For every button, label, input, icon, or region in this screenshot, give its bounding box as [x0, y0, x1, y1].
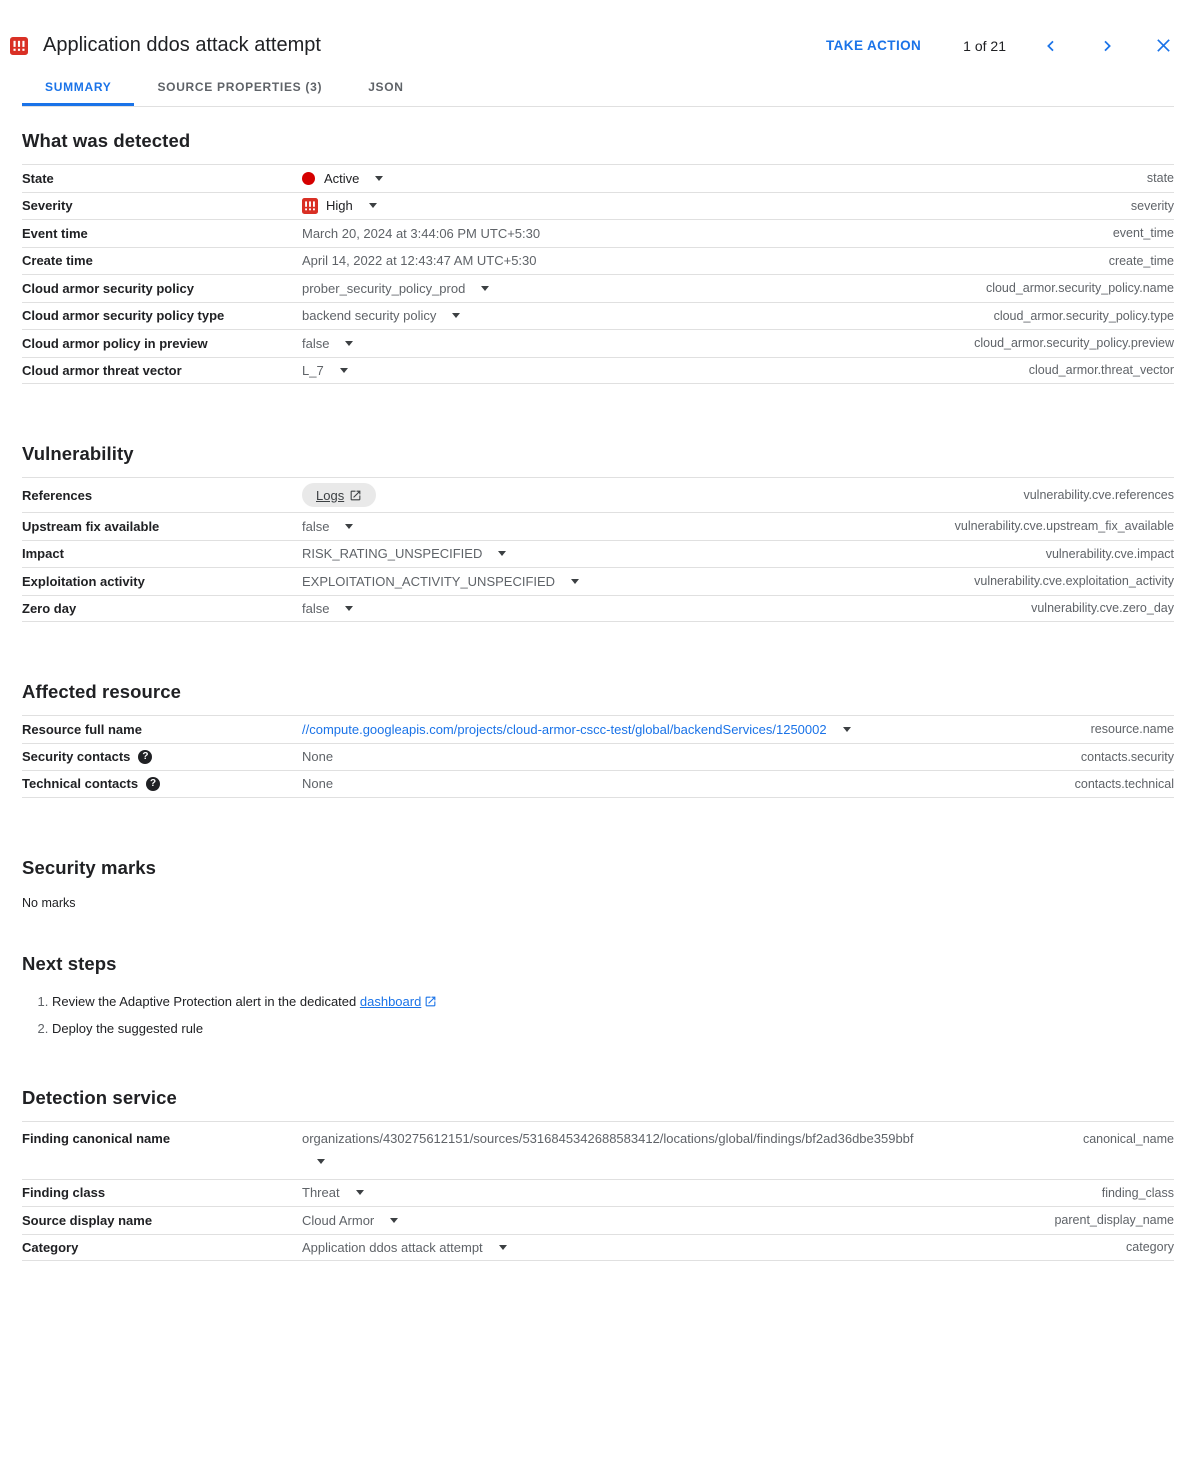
zero-day-dropdown[interactable]: false [302, 601, 353, 616]
chevron-right-icon [1099, 38, 1115, 54]
field-name: event_time [1112, 226, 1174, 241]
pagination-count: 1 of 21 [963, 37, 1006, 54]
help-icon[interactable]: ? [138, 750, 152, 764]
table-row-create-time [22, 247, 1174, 275]
table-row-zero-day [22, 595, 1174, 623]
chevron-down-icon [345, 606, 353, 611]
table-row-severity [22, 192, 1174, 220]
section-vulnerability [22, 443, 1174, 622]
row-label: Cloud armor policy in preview [22, 335, 208, 351]
chevron-down-icon [356, 1190, 364, 1195]
source-display-name-dropdown[interactable]: Cloud Armor [302, 1213, 398, 1228]
impact-dropdown[interactable]: RISK_RATING_UNSPECIFIED [302, 546, 506, 561]
chevron-down-icon [498, 551, 506, 556]
field-name: contacts.security [1080, 749, 1174, 764]
section-title: What was detected [22, 130, 191, 151]
table-row-source-display-name [22, 1206, 1174, 1234]
severity-high-icon [302, 198, 318, 214]
table-row-event-time [22, 219, 1174, 247]
exploitation-activity-dropdown[interactable]: EXPLOITATION_ACTIVITY_UNSPECIFIED [302, 574, 579, 589]
next-step-item: 1. Review the Adaptive Protection alert in the dedicated dashboard [52, 994, 1174, 1010]
row-label: Zero day [22, 600, 77, 616]
field-name: parent_display_name [1054, 1213, 1174, 1228]
field-name: resource.name [1090, 722, 1174, 737]
table-row-policy-preview [22, 329, 1174, 357]
active-state-icon [302, 172, 315, 185]
help-icon[interactable]: ? [146, 777, 160, 791]
next-step-item: 2. Deploy the suggested rule [52, 1021, 1174, 1037]
field-name: create_time [1108, 253, 1174, 268]
upstream-fix-dropdown[interactable]: false [302, 519, 353, 534]
chevron-down-icon [340, 368, 348, 373]
previous-finding-button[interactable] [1040, 35, 1062, 57]
take-action-button[interactable]: TAKE ACTION [826, 38, 922, 53]
row-label: Cloud armor security policy [22, 280, 194, 296]
section-title: Detection service [22, 1086, 177, 1108]
table-row-security-contacts [22, 743, 1174, 771]
row-label: Technical contacts ? [22, 776, 302, 791]
close-icon [1155, 37, 1172, 54]
chevron-down-icon [452, 313, 460, 318]
category-dropdown[interactable]: Application ddos attack attempt [302, 1240, 507, 1255]
section-title: Security marks [22, 856, 157, 878]
table-row-threat-vector [22, 357, 1174, 385]
policy-preview-dropdown[interactable]: false [302, 336, 353, 351]
row-label: Resource full name [22, 721, 142, 737]
security-policy-dropdown[interactable]: prober_security_policy_prod [302, 281, 489, 296]
row-label: Impact [22, 546, 64, 562]
chevron-down-icon [369, 203, 377, 208]
field-name: canonical_name [1082, 1131, 1174, 1146]
event-time-value: March 20, 2024 at 3:44:06 PM UTC+5:30 [302, 225, 541, 241]
row-label: Severity [22, 198, 73, 214]
tab-json[interactable]: JSON [368, 80, 404, 94]
section-detection-service [22, 1087, 1174, 1262]
field-name: vulnerability.cve.zero_day [1031, 601, 1174, 616]
table-row-resource-full-name [22, 715, 1174, 743]
chevron-down-icon [345, 341, 353, 346]
table-row-upstream-fix [22, 512, 1174, 540]
section-title: Next steps [22, 952, 117, 974]
table-row-impact [22, 540, 1174, 568]
field-name: vulnerability.cve.impact [1045, 546, 1174, 561]
threat-vector-dropdown[interactable]: L_7 [302, 363, 348, 378]
row-label: Finding class [22, 1185, 106, 1201]
chevron-down-icon [499, 1245, 507, 1250]
table-row-category [22, 1234, 1174, 1262]
row-label: Security contacts ? [22, 749, 302, 764]
table-row-exploitation-activity [22, 567, 1174, 595]
field-name: cloud_armor.security_policy.preview [974, 336, 1174, 351]
resource-name-dropdown[interactable] [302, 722, 851, 737]
security-policy-type-dropdown[interactable]: backend security policy [302, 308, 460, 323]
table-row-finding-class [22, 1179, 1174, 1207]
row-label: Category [22, 1239, 79, 1255]
technical-contacts-value: None [302, 776, 334, 792]
page-title: Application ddos attack attempt [43, 34, 321, 56]
section-title: Vulnerability [22, 443, 134, 464]
field-name: state [1146, 171, 1174, 186]
severity-dropdown[interactable]: High [302, 198, 377, 214]
finding-class-dropdown[interactable]: Threat [302, 1185, 364, 1200]
resource-link[interactable]: //compute.googleapis.com/projects/cloud-armor-cscc-test/global/backendServices/1250002 [302, 721, 827, 737]
table-row-references [22, 477, 1174, 512]
table-row-security-policy [22, 274, 1174, 302]
table-row-state [22, 164, 1174, 192]
row-label: Event time [22, 225, 88, 241]
tab-bar [22, 71, 1174, 107]
dashboard-link[interactable]: dashboard [360, 994, 437, 1010]
row-label: References [22, 487, 93, 503]
chevron-down-icon [481, 286, 489, 291]
table-row-security-policy-type [22, 302, 1174, 330]
row-label: Cloud armor threat vector [22, 362, 182, 378]
tab-source-properties[interactable]: SOURCE PROPERTIES (3) [157, 80, 323, 94]
external-link-icon [424, 995, 437, 1008]
state-dropdown[interactable]: Active [302, 171, 383, 186]
security-contacts-value: None [302, 749, 334, 765]
field-name: vulnerability.cve.references [1023, 488, 1174, 502]
chevron-down-icon [390, 1218, 398, 1223]
chevron-left-icon [1043, 38, 1059, 54]
chevron-down-icon [571, 579, 579, 584]
severity-high-icon [10, 37, 28, 55]
create-time-value: April 14, 2022 at 12:43:47 AM UTC+5:30 [302, 253, 537, 269]
finding-header [0, 0, 1196, 57]
next-steps-list [22, 994, 1174, 1037]
field-name: cloud_armor.security_policy.name [985, 281, 1174, 296]
logs-chip[interactable]: Logs [302, 483, 376, 507]
row-label: Source display name [22, 1212, 153, 1228]
field-name: cloud_armor.threat_vector [1028, 363, 1174, 378]
section-next-steps [22, 953, 1174, 1037]
canonical-name-dropdown[interactable]: organizations/430275612151/sources/5316845342688583412/locations/global/findings/bf2ad36dbe359bbf [302, 1128, 936, 1172]
row-label: Cloud armor security policy type [22, 308, 225, 324]
chevron-down-icon [345, 524, 353, 529]
field-name: severity [1130, 198, 1174, 213]
field-name: category [1126, 1240, 1174, 1255]
row-label: Finding canonical name [22, 1130, 171, 1146]
row-label: Create time [22, 253, 93, 269]
field-name: vulnerability.cve.upstream_fix_available [954, 519, 1174, 534]
close-button[interactable] [1152, 35, 1174, 57]
chevron-down-icon [375, 176, 383, 181]
row-label: Upstream fix available [22, 518, 160, 534]
chevron-down-icon [843, 727, 851, 732]
chevron-down-icon [317, 1159, 325, 1164]
row-label: State [22, 170, 54, 186]
section-security-marks [22, 857, 1174, 910]
tab-summary[interactable]: SUMMARY [22, 71, 134, 106]
field-name: finding_class [1101, 1185, 1174, 1200]
next-finding-button[interactable] [1096, 35, 1118, 57]
table-row-canonical-name [22, 1121, 1174, 1179]
external-link-icon [349, 489, 362, 502]
no-marks-text: No marks [22, 895, 76, 910]
section-title: Affected resource [22, 681, 182, 702]
field-name: contacts.technical [1074, 776, 1174, 791]
field-name: cloud_armor.security_policy.type [993, 308, 1174, 323]
field-name: vulnerability.cve.exploitation_activity [974, 574, 1174, 589]
row-label: Exploitation activity [22, 573, 145, 589]
section-what-was-detected [22, 130, 1174, 384]
section-affected-resource [22, 681, 1174, 798]
table-row-technical-contacts [22, 770, 1174, 798]
